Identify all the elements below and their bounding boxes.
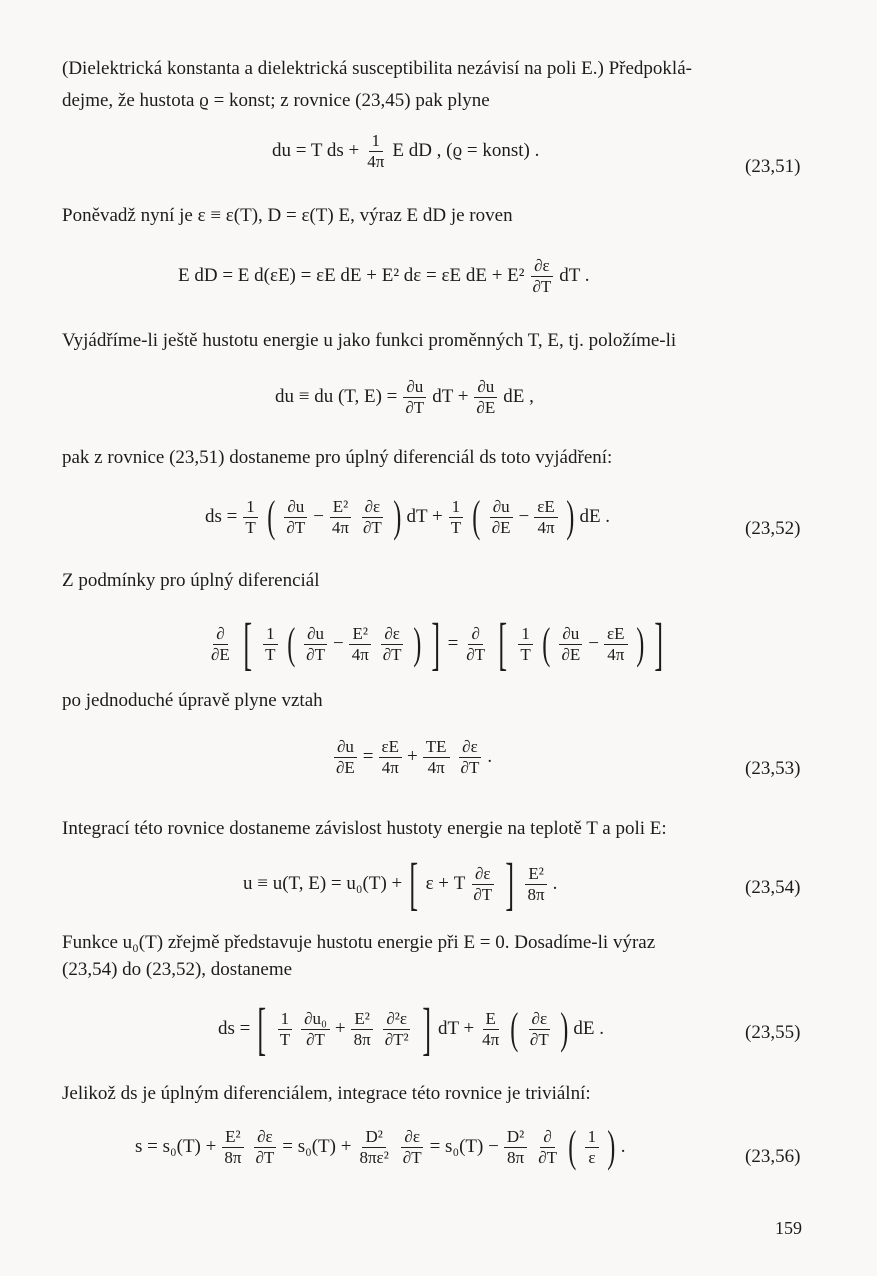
fraction: $\frac{\varepsilon E}{4\pi}$ xyxy=(604,625,628,664)
fraction: $\frac{\text{∂²ε}}{\text{∂T²}}$ xyxy=(384,1008,409,1049)
equation-23-51 xyxy=(272,132,539,171)
paren-left: ( xyxy=(286,619,295,668)
paren-right: ) xyxy=(393,492,402,541)
eq-text: ε + T xyxy=(425,873,466,894)
fraction: $\frac{\text{E²}}{8\pi}$ xyxy=(221,1128,244,1167)
eq-text: − xyxy=(332,633,344,654)
fraction: $\frac{\partial\varepsilon}{\partial T}$ xyxy=(382,623,402,664)
equation-23-52 xyxy=(205,492,611,541)
paragraph-line: Integrací této rovnice dostaneme závislost hustoty energie na teplotě T a poli E: xyxy=(62,818,667,839)
eq-text: + xyxy=(334,1018,346,1039)
eq-text: . xyxy=(552,873,558,894)
eq-text: − xyxy=(518,506,530,527)
eq-text: E dD , (ϱ = konst) . xyxy=(392,140,540,162)
eq-text: dT + xyxy=(437,1018,475,1039)
fraction: $\frac{1}{T}$ xyxy=(517,625,533,664)
fraction: $\frac{\partial\varepsilon}{\partial T}$ xyxy=(363,496,382,537)
eq-text: dT + xyxy=(432,386,469,408)
paragraph-line: Funkce u₀(T) zřejmě představuje hustotu energie při E = 0. Dosadíme-li výraz xyxy=(62,932,656,953)
paren-right: ) xyxy=(412,619,421,668)
fraction: $\frac{\text{E²}}{4\pi}$ xyxy=(329,498,352,537)
eq-text: + xyxy=(407,746,418,768)
paragraph-line: Vyjádříme-li ještě hustotu energie u jako funkci proměnných T, E, tj. položíme-li xyxy=(62,330,677,351)
eq-text: . xyxy=(487,746,493,768)
equation-number: (23,54) xyxy=(745,877,801,898)
eq-text: = s₀(T) − xyxy=(429,1136,499,1157)
paragraph-line: (Dielektrická konstanta a dielektrická susceptibilita nezávisí na poli E.) Předpoklá- xyxy=(62,58,692,79)
eq-text: du ≡ du (T, E) = xyxy=(275,386,398,408)
paren-left: ( xyxy=(472,492,481,541)
eq-text: . xyxy=(620,1136,626,1157)
paren-right: ) xyxy=(635,619,644,668)
eq-text: s = s₀(T) + xyxy=(135,1136,217,1157)
paragraph-line: Poněvadž nyní je ε ≡ ε(T), D = ε(T) E, výraz E dD je roven xyxy=(62,205,513,226)
eq-text: − xyxy=(588,633,599,654)
fraction: $\frac{1}{4\pi}$ xyxy=(367,131,385,171)
eq-text: E dD = E d(εE) = εE dE + E² dε = εE dE + E² xyxy=(178,265,525,287)
fraction: $\frac{1}{T}$ xyxy=(448,498,464,537)
eq-text: = s₀(T) + xyxy=(282,1136,352,1157)
fraction: $\frac{\partial\varepsilon}{\partial T}$ xyxy=(532,256,552,296)
bracket-right: ] xyxy=(505,851,515,916)
paren-left: ( xyxy=(267,492,276,541)
equation-du xyxy=(275,378,534,417)
fraction: $\frac{\partial u}{\partial E}$ xyxy=(333,738,358,777)
fraction: $\frac{\text{D²}}{8\pi}$ xyxy=(504,1128,527,1167)
paren-right: ) xyxy=(566,492,575,541)
eq-text: dT + xyxy=(406,506,443,527)
fraction: $\frac{\partial\varepsilon}{\partial T}$ xyxy=(460,737,480,777)
fraction: $\frac{\partial\varepsilon}{\partial T}$ xyxy=(402,1126,422,1167)
paragraph-line: (23,54) do (23,52), dostaneme xyxy=(62,959,293,980)
fraction: $\frac{TE}{4\pi}$ xyxy=(423,738,450,777)
fraction: $\frac{\partial}{\partial E}$ xyxy=(211,623,230,664)
equation-number: (23,51) xyxy=(745,156,801,177)
fraction: $\frac{\partial u}{\partial T}$ xyxy=(402,378,427,417)
fraction: $\frac{\partial\varepsilon}{\partial T}$ xyxy=(529,1008,549,1049)
paren-left: ( xyxy=(510,1004,519,1053)
fraction: $\frac{\partial\varepsilon}{\partial T}$ xyxy=(255,1126,275,1167)
bracket-left: [ xyxy=(257,996,267,1061)
paren-right: ) xyxy=(560,1004,569,1053)
equation-number: (23,53) xyxy=(745,758,801,779)
eq-text: − xyxy=(313,506,324,527)
eq-text: dE , xyxy=(503,386,534,408)
fraction: $\frac{1}{T}$ xyxy=(262,625,278,664)
fraction: $\frac{1}{\varepsilon}$ xyxy=(585,1128,600,1167)
fraction: $\frac{\partial u}{\partial E}$ xyxy=(558,625,583,664)
fraction: $\frac{1}{T}$ xyxy=(277,1010,293,1049)
equation-condition xyxy=(205,611,668,676)
eq-text: u ≡ u(T, E) = u₀(T) + xyxy=(243,873,403,894)
page-number: 159 xyxy=(775,1218,802,1238)
fraction: $\frac{\text{E²}}{8\pi}$ xyxy=(351,1010,374,1049)
equation-number: (23,52) xyxy=(745,518,801,539)
paren-left: ( xyxy=(568,1122,577,1171)
paren-right: ) xyxy=(607,1122,616,1171)
fraction: $\frac{\partial\varepsilon}{\partial T}$ xyxy=(473,863,493,904)
eq-text: dE . xyxy=(573,1018,604,1039)
fraction: $\frac{E}{4\pi}$ xyxy=(482,1008,500,1049)
fraction: $\frac{1}{T}$ xyxy=(242,498,258,537)
eq-text: ds = xyxy=(218,1018,251,1039)
fraction: $\frac{\partial}{\partial T}$ xyxy=(466,623,486,664)
fraction: $\frac{\text{D²}}{\text{8πε²}}$ xyxy=(359,1126,389,1167)
fraction: $\frac{\varepsilon E}{4\pi}$ xyxy=(534,498,558,537)
fraction: $\frac{\varepsilon E}{4\pi}$ xyxy=(379,738,403,777)
paragraph-line: Jelikož ds je úplným diferenciálem, integrace této rovnice je triviální: xyxy=(62,1083,591,1104)
eq-text: dT . xyxy=(559,265,590,287)
equation-23-54 xyxy=(243,851,558,916)
equation-number: (23,56) xyxy=(745,1146,801,1167)
fraction: $\frac{\text{∂u₀}}{\partial T}$ xyxy=(301,1010,330,1049)
eq-text: = xyxy=(447,633,459,654)
bracket-right: ] xyxy=(421,996,431,1061)
equation-number: (23,55) xyxy=(745,1022,801,1043)
fraction: $\frac{\text{E²}}{8\pi}$ xyxy=(525,865,548,904)
paragraph-line: Z podmínky pro úplný diferenciál xyxy=(62,570,320,591)
fraction: $\frac{\text{E²}}{4\pi}$ xyxy=(349,625,372,664)
eq-text: = xyxy=(362,746,374,768)
paragraph-line: pak z rovnice (23,51) dostaneme pro úplný diferenciál ds toto vyjádření: xyxy=(62,447,613,468)
fraction: $\frac{\partial}{\partial T}$ xyxy=(538,1126,557,1167)
equation-23-56 xyxy=(135,1122,626,1171)
bracket-left: [ xyxy=(243,611,252,676)
paren-left: ( xyxy=(542,619,551,668)
bracket-left: [ xyxy=(409,851,419,916)
fraction: $\frac{\partial u}{\partial T}$ xyxy=(283,498,308,537)
eq-text: du = T ds + xyxy=(272,140,360,162)
fraction: $\frac{\partial u}{\partial E}$ xyxy=(489,498,514,537)
equation-edd xyxy=(178,257,590,296)
eq-text: ds = xyxy=(205,506,238,527)
eq-text: dE . xyxy=(579,506,611,527)
equation-23-53 xyxy=(330,738,492,777)
fraction: $\frac{\partial u}{\partial E}$ xyxy=(473,378,498,417)
paragraph-line: po jednoduché úpravě plyne vztah xyxy=(62,690,323,711)
fraction: $\frac{\partial u}{\partial T}$ xyxy=(303,625,328,664)
bracket-right: ] xyxy=(431,611,441,676)
bracket-right: ] xyxy=(654,611,664,676)
equation-23-55 xyxy=(218,996,604,1061)
bracket-left: [ xyxy=(498,611,508,676)
paragraph-line: dejme, že hustota ϱ = konst; z rovnice (23,45) pak plyne xyxy=(62,90,490,111)
